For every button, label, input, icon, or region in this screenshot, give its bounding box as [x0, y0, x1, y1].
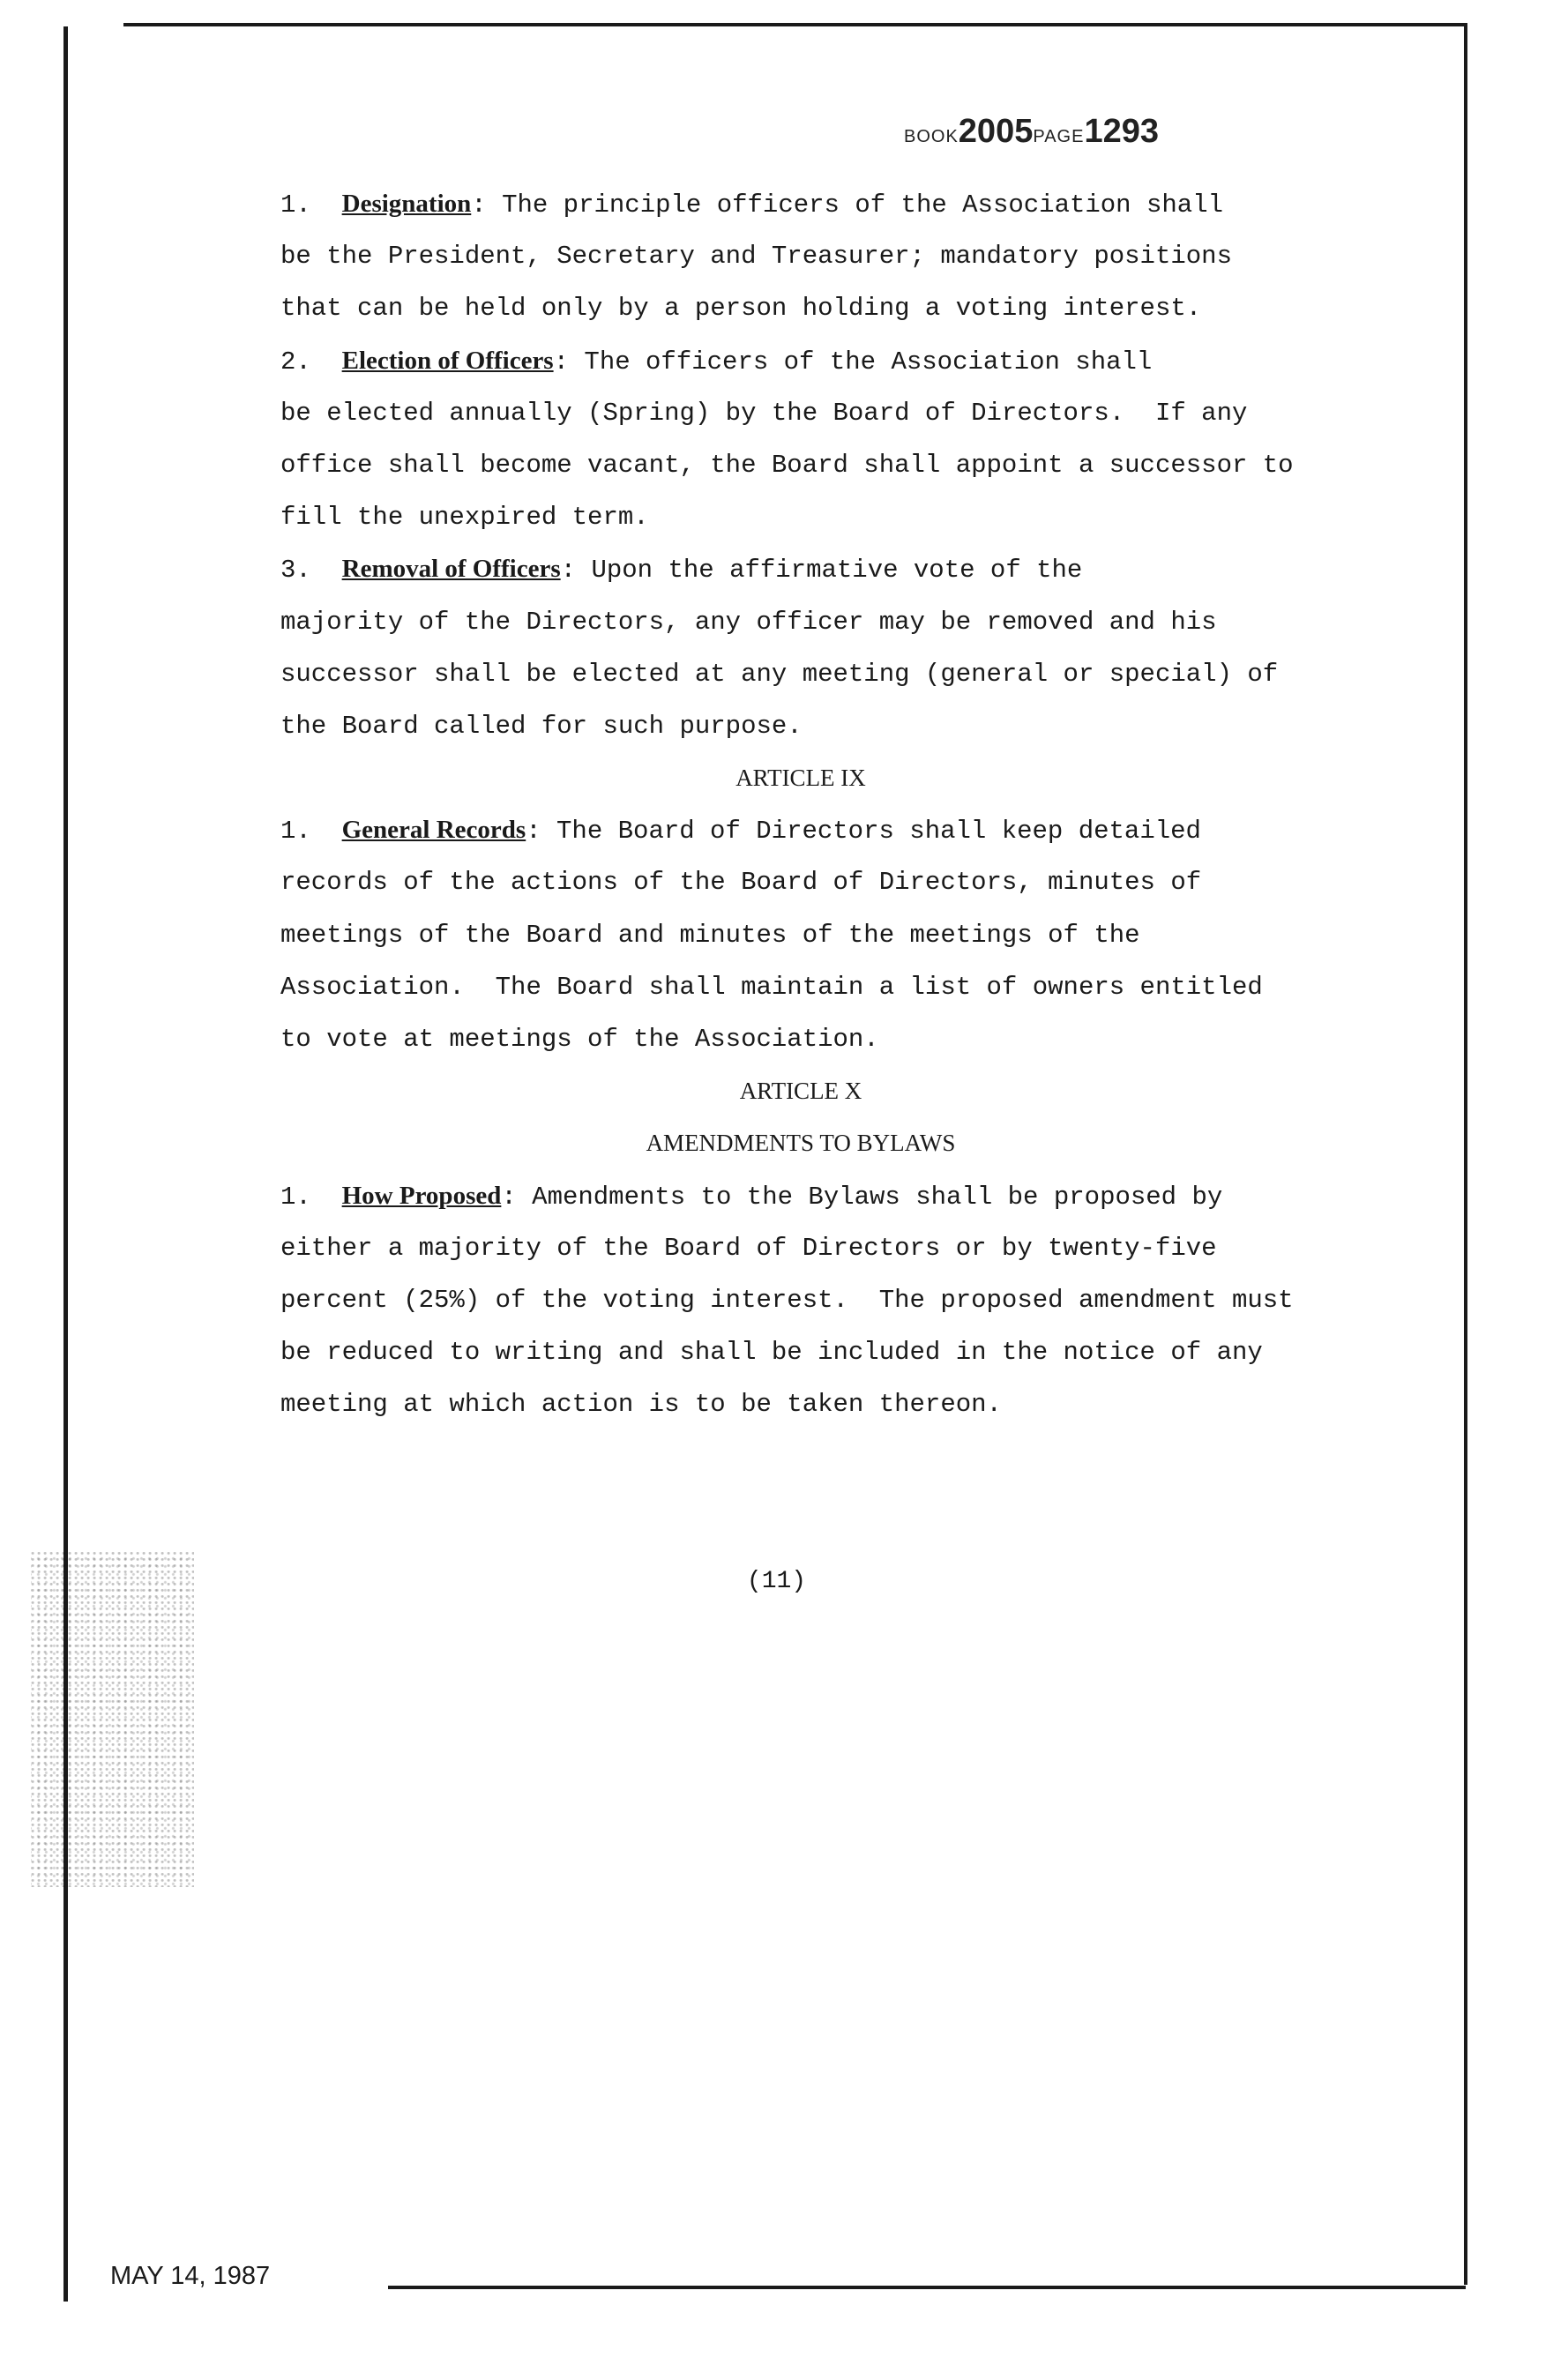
document-border-bottom — [388, 2286, 1466, 2289]
section-term: Removal of Officers — [341, 555, 561, 584]
article-heading: ARTICLE X — [739, 1078, 862, 1105]
paragraph-line: meeting at which action is to be taken thereon. — [280, 1390, 1002, 1420]
book-page-reference — [904, 113, 1159, 151]
page-label: PAGE — [1033, 127, 1085, 146]
paragraph-line: successor shall be elected at any meeting (general or special) of — [280, 659, 1279, 689]
document-border-left — [63, 26, 68, 2302]
section-term: General Records — [341, 816, 526, 845]
document-date: MAY 14, 1987 — [110, 2262, 271, 2290]
paragraph-line: 1. Designation: The principle officers of the Association shall — [280, 190, 1224, 220]
paragraph-line: 3. Removal of Officers: Upon the affirmative vote of the — [280, 555, 1083, 586]
page-number-ref: 1293 — [1084, 113, 1159, 150]
paragraph-line: be reduced to writing and shall be included in the notice of any — [280, 1338, 1263, 1368]
paragraph-line: the Board called for such purpose. — [280, 711, 803, 741]
document-body — [280, 178, 1321, 1431]
paragraph-line: that can be held only by a person holding a voting interest. — [280, 294, 1202, 324]
paragraph-line: majority of the Directors, any officer may be removed and his — [280, 607, 1217, 637]
document-border-right — [1464, 23, 1467, 2285]
paragraph-line: be the President, Secretary and Treasurer; mandatory positions — [280, 242, 1232, 272]
paragraph-line: 1. How Proposed: Amendments to the Bylaws shall be proposed by — [280, 1181, 1223, 1212]
paragraph-line: records of the actions of the Board of Directors, minutes of — [280, 868, 1202, 898]
paragraph-line: fill the unexpired term. — [280, 503, 649, 533]
paragraph-line: meetings of the Board and minutes of the meetings of the — [280, 920, 1140, 950]
paragraph-line: percent (25%) of the voting interest. The proposed amendment must — [280, 1285, 1294, 1315]
page-number: (11) — [746, 1568, 807, 1595]
paragraph-line: be elected annually (Spring) by the Board of Directors. If any — [280, 398, 1248, 428]
paragraph-line: either a majority of the Board of Directors or by twenty-five — [280, 1233, 1217, 1263]
section-term: How Proposed — [341, 1181, 502, 1210]
section-term: Designation — [341, 190, 472, 218]
book-number: 2005 — [958, 113, 1034, 150]
paragraph-line: Association. The Board shall maintain a list of owners entitled — [280, 972, 1263, 1002]
section-term: Election of Officers — [341, 346, 554, 375]
scan-noise — [31, 1552, 194, 1887]
book-label: BOOK — [904, 127, 959, 146]
article-heading: ARTICLE IX — [735, 765, 866, 792]
document-border-top — [123, 23, 1464, 26]
paragraph-line: 1. General Records: The Board of Directors shall keep detailed — [280, 816, 1201, 847]
paragraph-line: to vote at meetings of the Association. — [280, 1025, 879, 1054]
paragraph-line: office shall become vacant, the Board shall appoint a successor to — [280, 450, 1294, 480]
paragraph-line: 2. Election of Officers: The officers of the Association shall — [280, 346, 1153, 377]
article-subheading: AMENDMENTS TO BYLAWS — [646, 1130, 956, 1157]
